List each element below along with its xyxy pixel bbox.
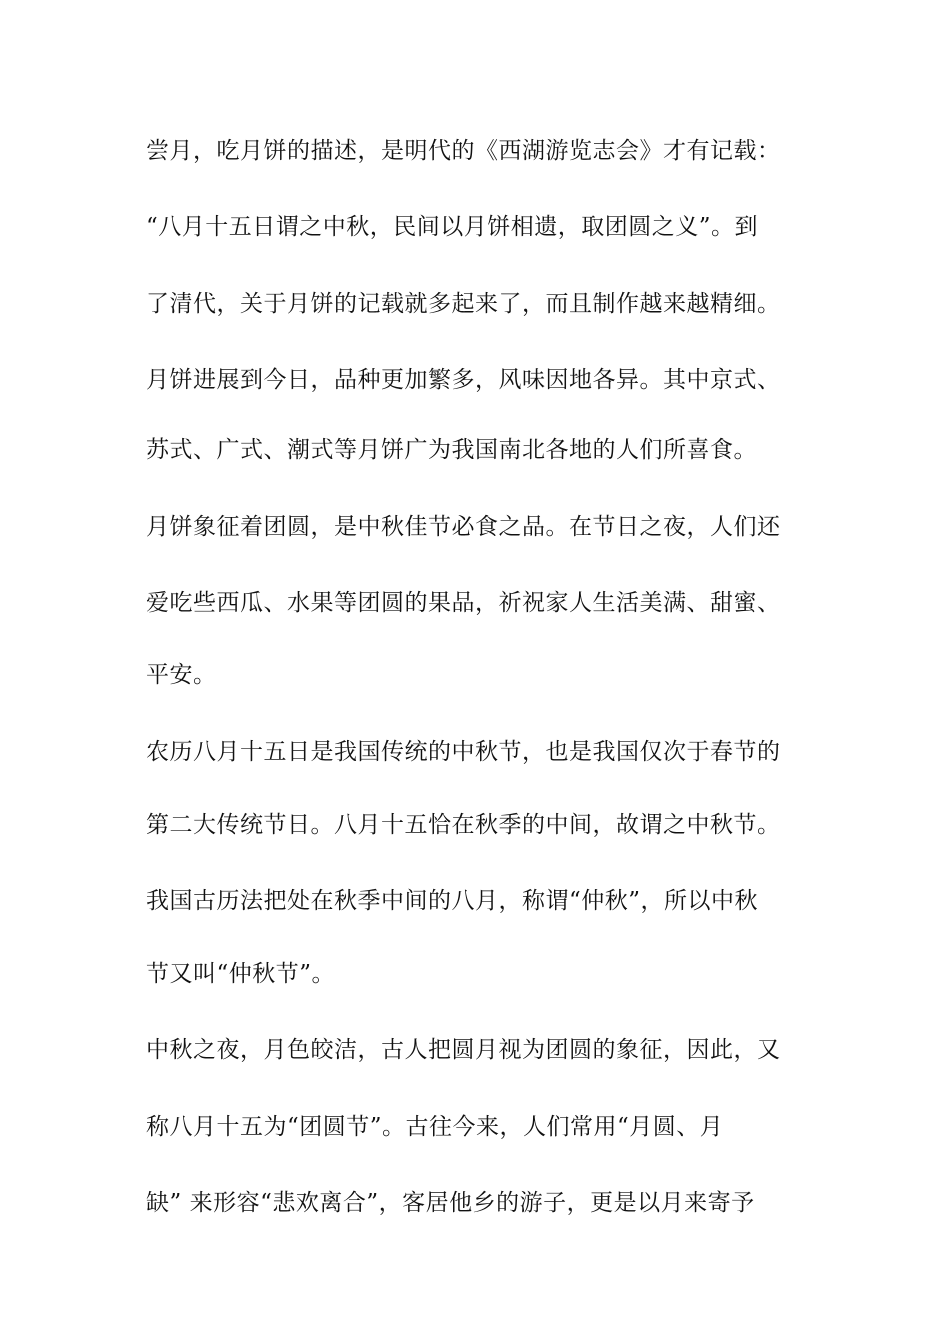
text-line: 缺” 来形容“悲欢离合”，客居他乡的游子，更是以月来寄予	[146, 1190, 755, 1216]
text-line: 平安。	[146, 662, 217, 688]
text-line: 爱吃些西瓜、水果等团圆的果品，祈祝家人生活美满、甜蜜、	[146, 590, 781, 616]
text-line: 我国古历法把处在秋季中间的八月，称谓“仲秋”，所以中秋	[146, 888, 759, 914]
text-line: 称八月十五为“团圆节”。古往今来，人们常用“月圆、月	[146, 1114, 724, 1140]
text-line: 苏式、广式、潮式等月饼广为我国南北各地的人们所喜食。	[146, 437, 757, 463]
text-line: 农历八月十五日是我国传统的中秋节，也是我国仅次于春节的	[146, 739, 781, 765]
text-line: 月饼象征着团圆，是中秋佳节必食之品。在节日之夜，人们还	[146, 514, 781, 540]
text-line: 月饼进展到今日，品种更加繁多，风味因地各异。其中京式、	[146, 367, 781, 393]
text-line: “八月十五日谓之中秋，民间以月饼相遗，取团圆之义”。到	[146, 214, 759, 240]
text-line: 尝月，吃月饼的描述，是明代的《西湖游览志会》才有记载：	[146, 138, 781, 164]
text-line: 节又叫“仲秋节”。	[146, 961, 336, 987]
text-line: 第二大传统节日。八月十五恰在秋季的中间，故谓之中秋节。	[146, 812, 781, 838]
text-line: 了清代，关于月饼的记载就多起来了，而且制作越来越精细。	[146, 291, 781, 317]
text-line: 中秋之夜，月色皎洁，古人把圆月视为团圆的象征，因此，又	[146, 1037, 781, 1063]
